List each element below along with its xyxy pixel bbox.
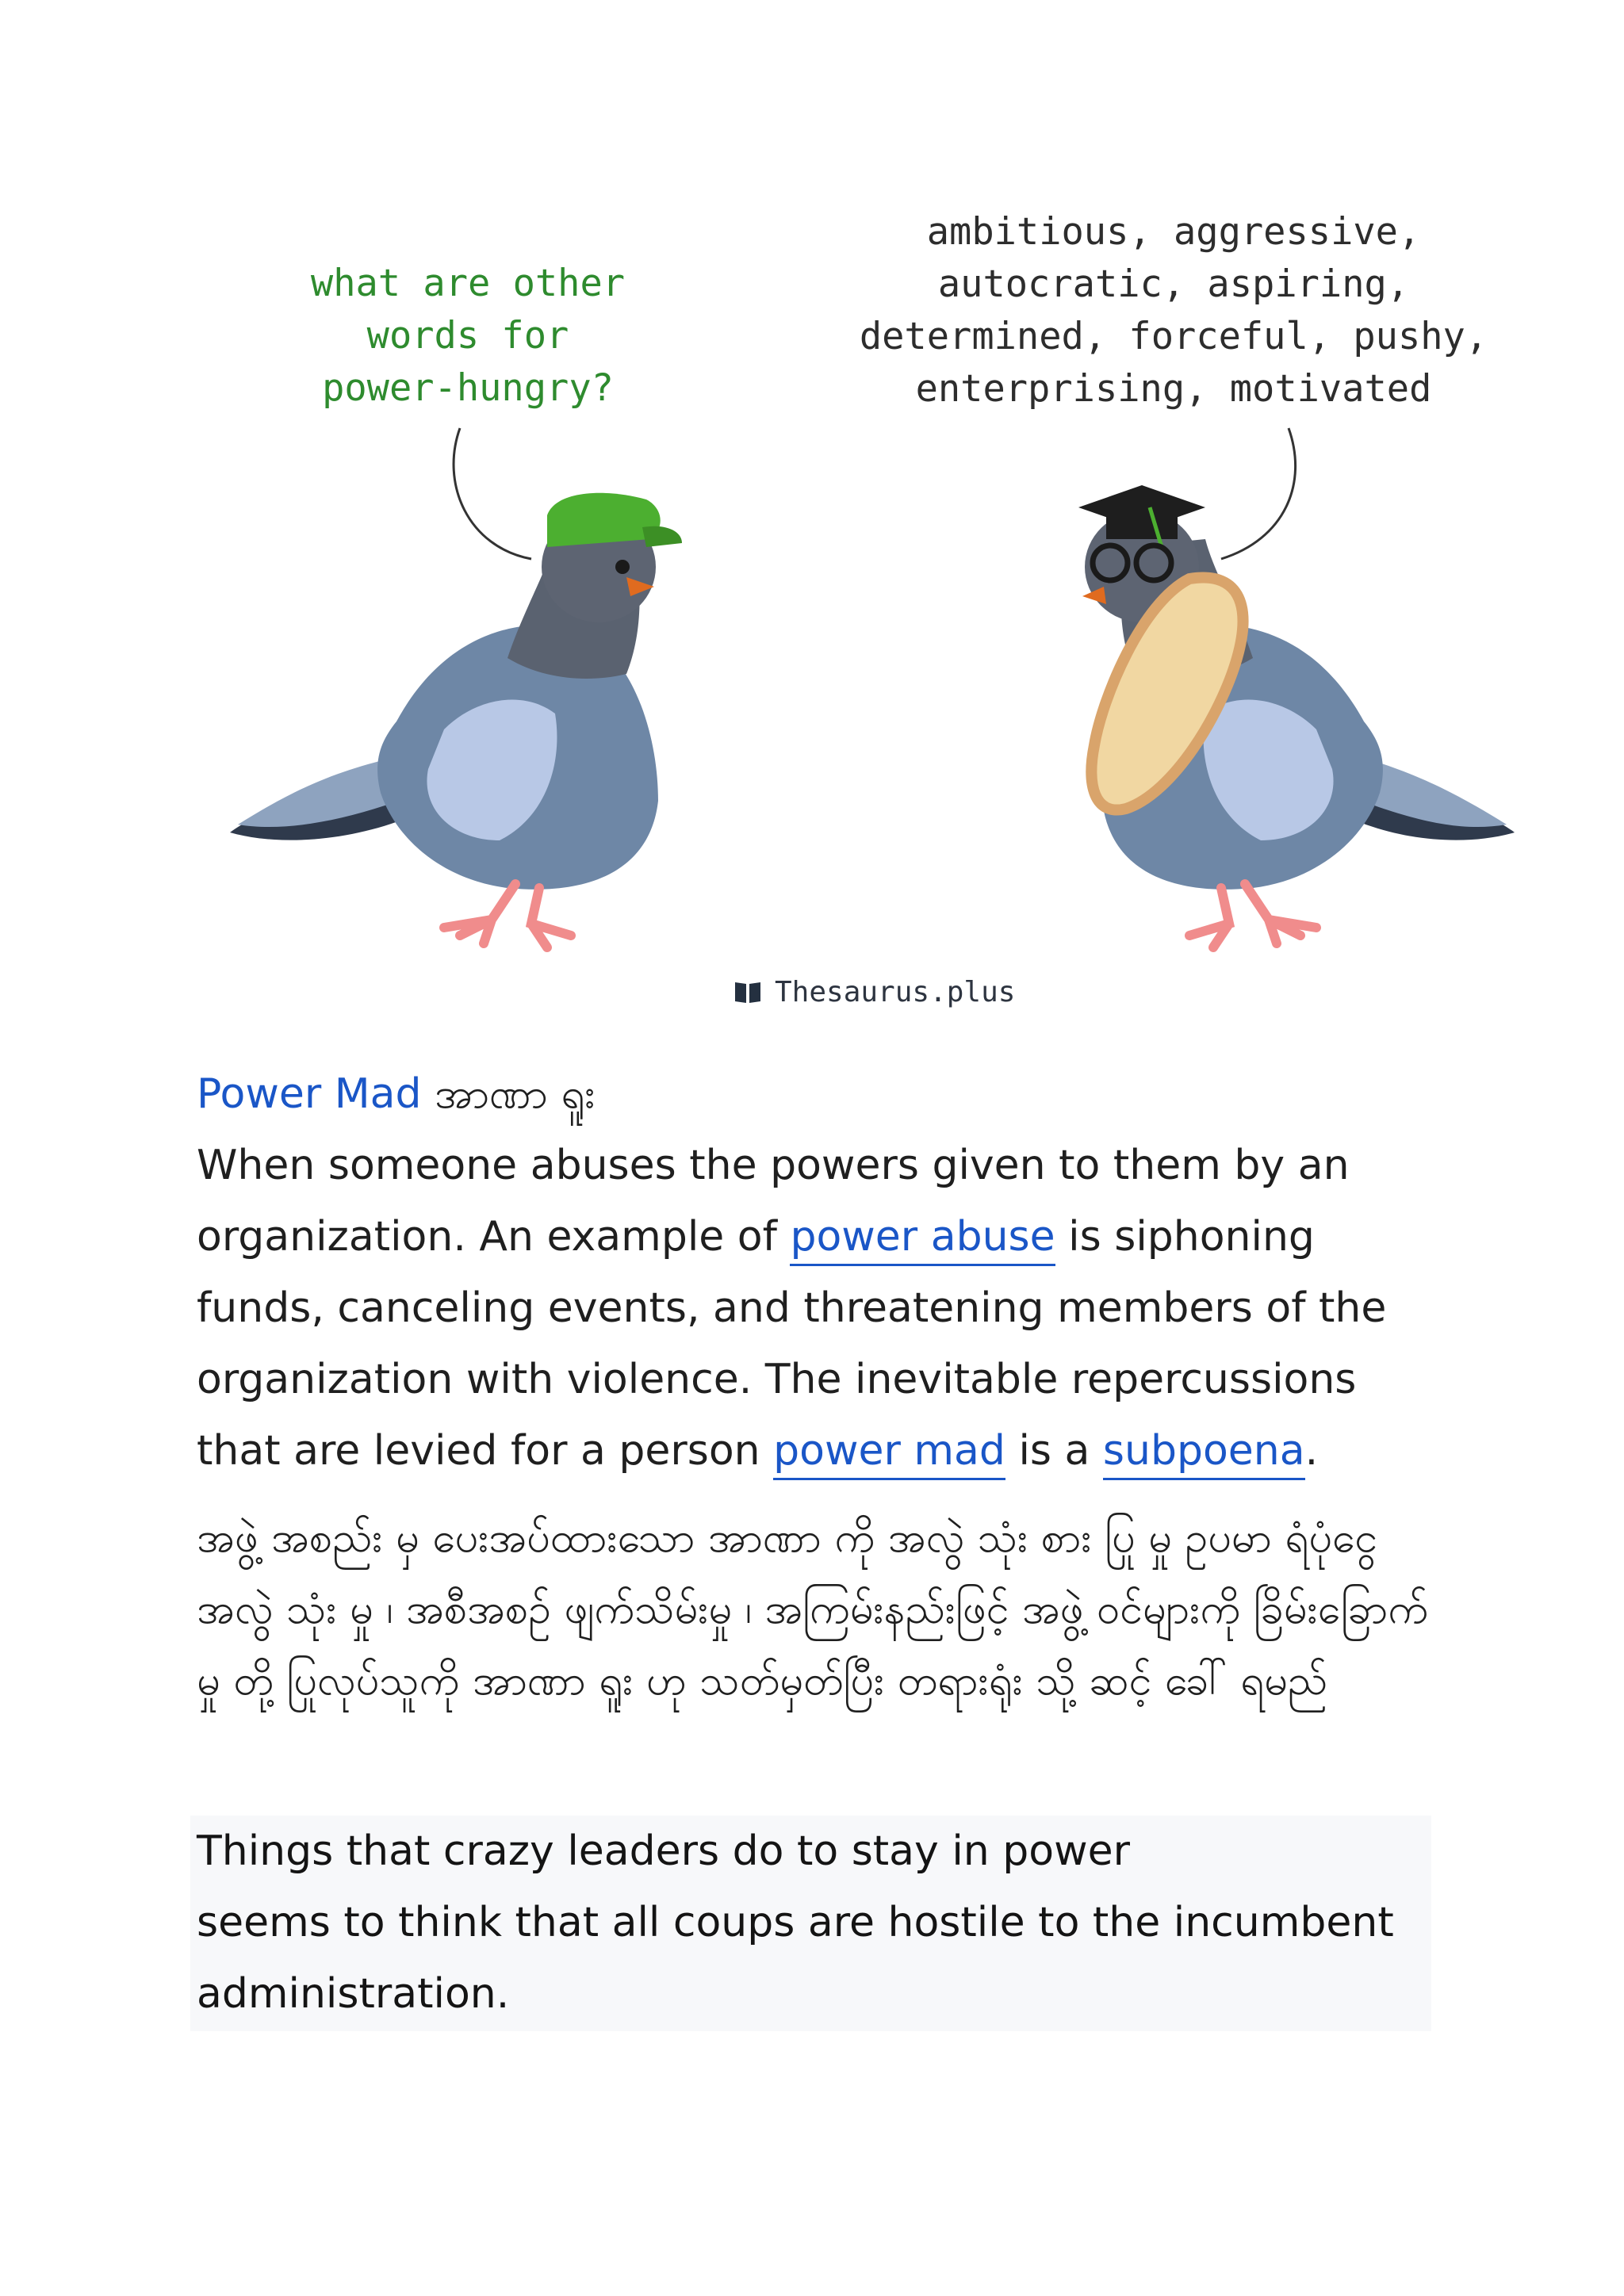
left-pigeon (230, 493, 682, 947)
definition-text: . (1304, 1427, 1319, 1475)
book-icon (733, 979, 762, 1004)
question-bubble-text (262, 258, 674, 415)
question-line: words for (366, 314, 569, 358)
question-line: power-hungry? (322, 366, 614, 410)
answer-line: autocratic, aspiring, (937, 262, 1410, 306)
brand-watermark (733, 974, 1015, 1010)
quote-text (197, 1816, 1434, 2030)
right-pigeon (1078, 485, 1515, 947)
quote-line: Things that crazy leaders do to stay in power (197, 1827, 1131, 1875)
answer-speech-line (1221, 428, 1296, 559)
entry-heading (197, 1058, 1450, 1130)
subpoena-link[interactable]: subpoena (1103, 1427, 1305, 1480)
definition-text: is siphoning funds, canceling events, and threatening members of the organization with violence. The inevitable repercussions that are levied for a person (197, 1213, 1387, 1475)
brand-name: Thesaurus.plus (775, 975, 1016, 1008)
question-line: what are other (310, 262, 626, 305)
answer-line: ambitious, aggressive, (926, 210, 1421, 254)
answer-line: enterprising, motivated (915, 367, 1432, 411)
term-translation: အာဏာ ရူး (435, 1070, 596, 1118)
answer-line: determined, forceful, pushy, (859, 315, 1488, 358)
power-abuse-link[interactable]: power abuse (790, 1213, 1055, 1266)
power-mad-link[interactable]: power mad (773, 1427, 1005, 1480)
myanmar-paragraph: အဖွဲ့ အစည်း မှ ပေးအပ်ထားသော အာဏာ ကို အလွဲ သုံး စား ပြု မှု ဥပမာ ရံပုံငွေ အလွဲ သုံး မှု ၊ အစီအစဉ် ဖျက်သိမ်းမှု ၊ အကြမ်းနည်းဖြင့် အဖွဲ့ ဝင်များကို ခြိမ်းခြောက်မှု တို့ ပြုလုပ်သူကို အာဏာ ရူး ဟု သတ်မှတ်ပြီး တရားရုံး သို့ ဆင့် ခေါ် ရမည် (197, 1514, 1429, 1705)
answer-bubble-text (801, 206, 1546, 415)
question-speech-line (454, 428, 531, 559)
quote-line: seems to think that all coups are hostile to the incumbent administration. (197, 1899, 1394, 2018)
entry-content (197, 1058, 1450, 1716)
term-link[interactable]: Power Mad (197, 1070, 422, 1118)
definition-paragraph (197, 1130, 1450, 1487)
definition-text: When someone abuses the powers given to them by an organization. An example of (197, 1142, 1350, 1261)
definition-text: is a (1005, 1427, 1103, 1475)
